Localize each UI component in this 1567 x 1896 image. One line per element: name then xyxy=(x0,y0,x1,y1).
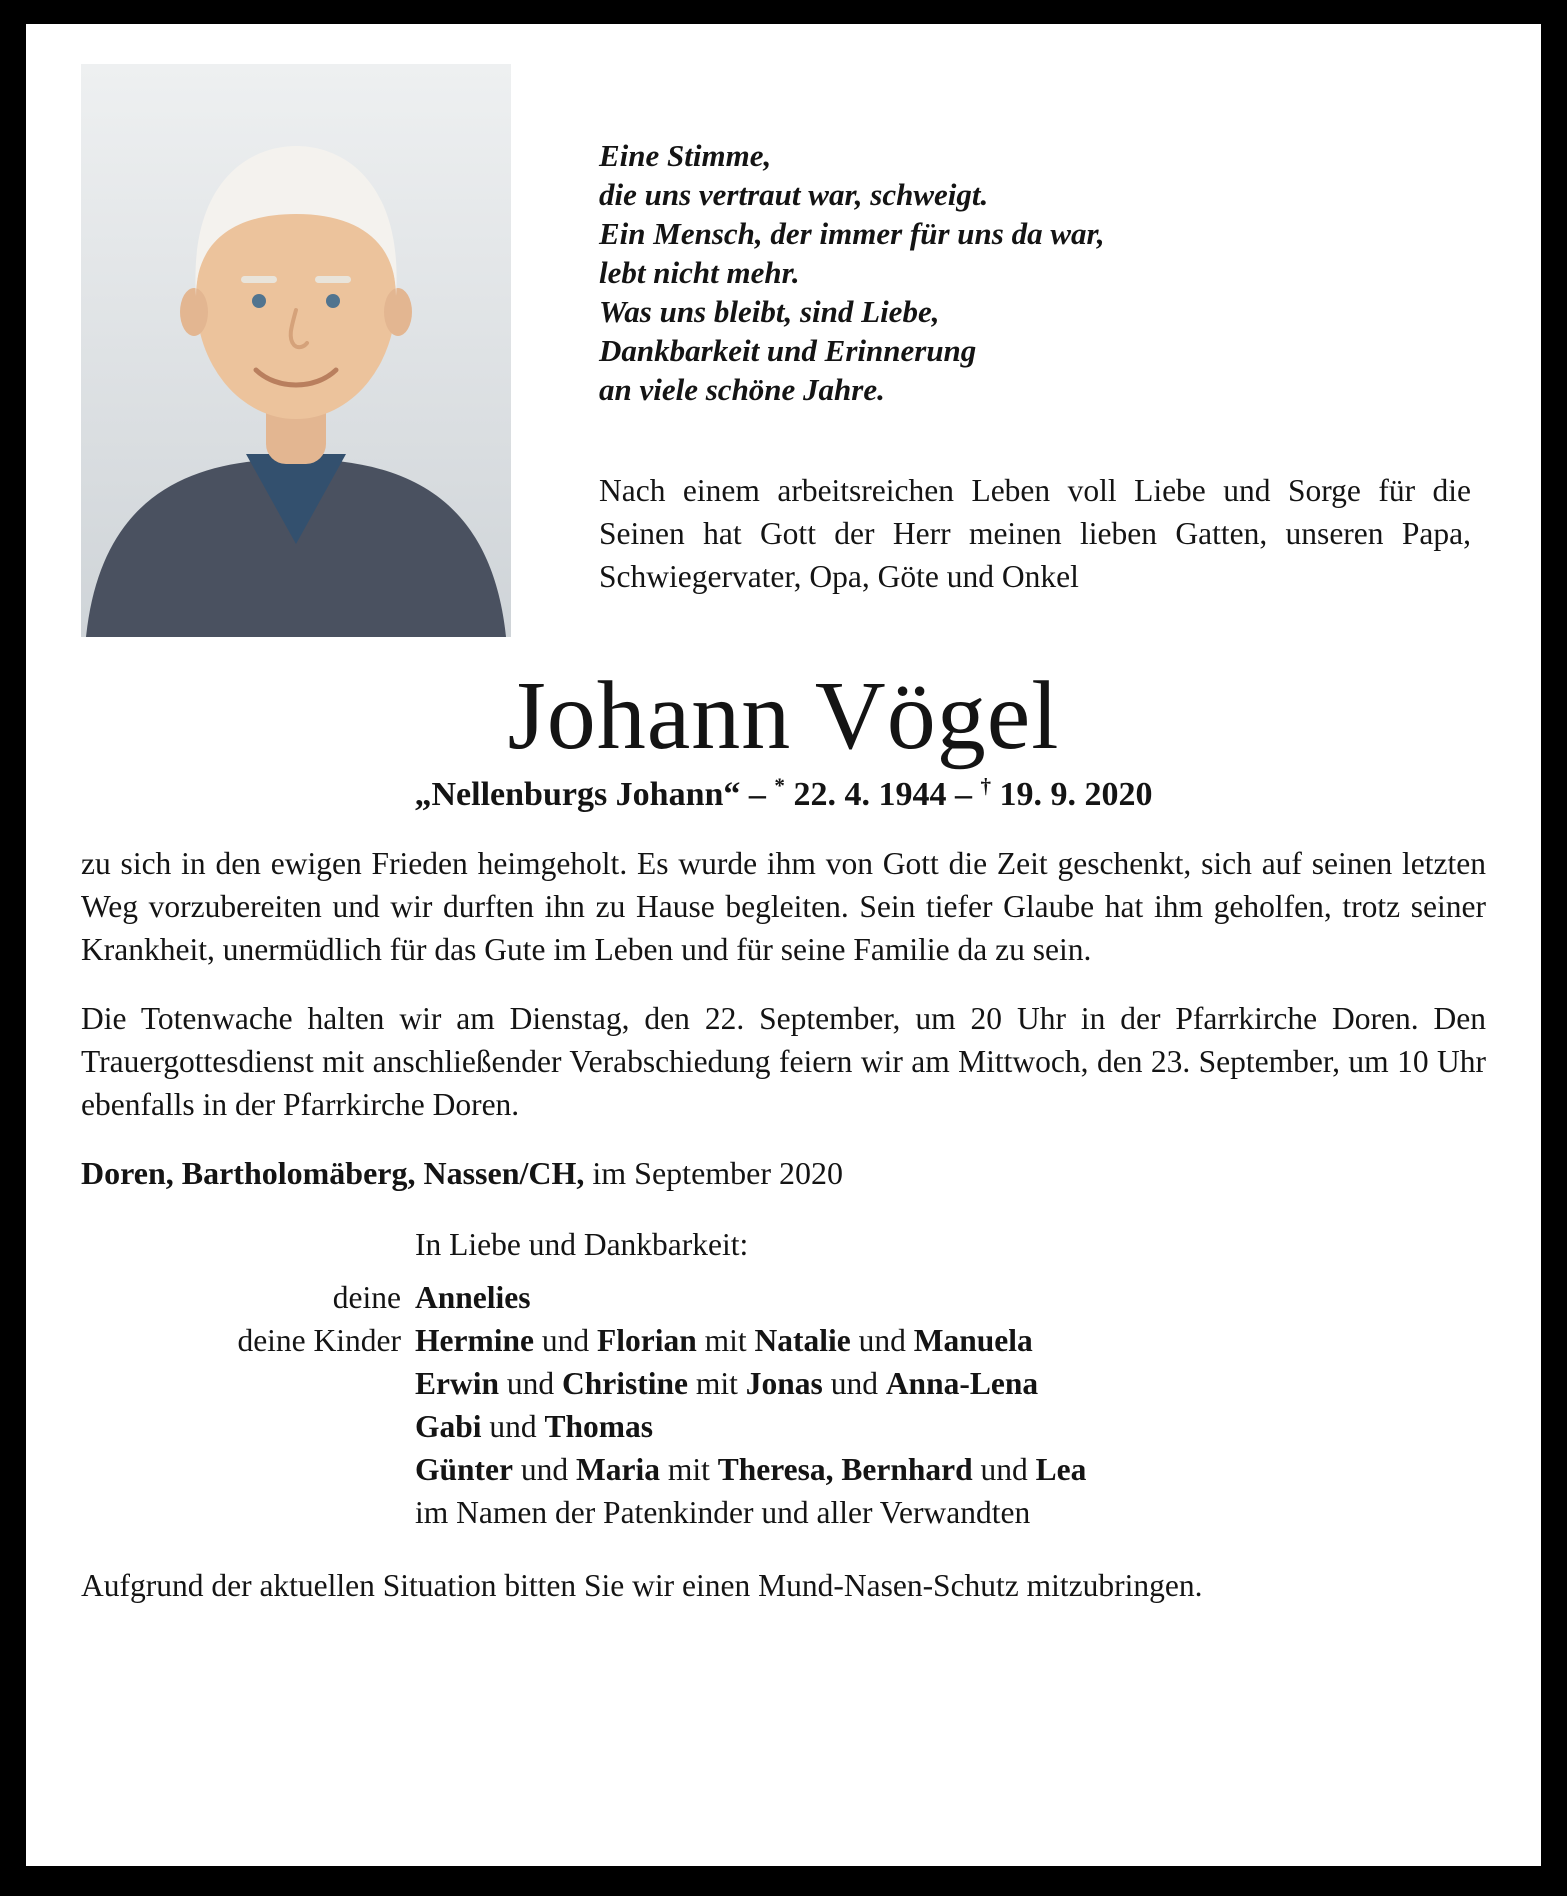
portrait-illustration xyxy=(81,64,511,637)
poem-line: an viele schöne Jahre. xyxy=(599,372,885,407)
family-row-names: Erwin und Christine mit Jonas und Anna-Lena xyxy=(415,1366,1039,1402)
obituary-paragraph-2: Die Totenwache halten wir am Dienstag, den 22. September, um 20 Uhr in der Pfarrkirche Doren. Den Trauergottesdienst mit anschließender Verabschiedung feiern wir am Mittwoch, den 23. September, um 10 Uhr ebenfalls in der Pfarrkirche Doren. xyxy=(81,1001,1486,1123)
family-row-names: im Namen der Patenkinder und aller Verwandten xyxy=(415,1495,1031,1531)
right-column xyxy=(599,64,1471,637)
closing-line: In Liebe und Dankbarkeit: xyxy=(415,1227,749,1263)
poem-line: die uns vertraut war, schweigt. xyxy=(599,177,989,212)
family-row-label xyxy=(81,1491,401,1534)
family-row-names: Hermine und Florian mit Natalie und Manuela xyxy=(415,1323,1033,1359)
poem-line: lebt nicht mehr. xyxy=(599,255,800,290)
poem-line: Dankbarkeit und Erinnerung xyxy=(599,333,977,368)
family-row-label: deine Kinder xyxy=(237,1323,401,1359)
obituary-page xyxy=(26,24,1541,1866)
family-row-names: Günter und Maria mit Theresa, Bernhard und Lea xyxy=(415,1452,1087,1488)
family-row-names: Gabi und Thomas xyxy=(415,1409,654,1445)
dateline: Doren, Bartholomäberg, Nassen/CH, im September 2020 xyxy=(81,1155,844,1192)
poem-line: Eine Stimme, xyxy=(599,138,772,173)
family-row-label xyxy=(81,1448,401,1491)
intro-paragraph: Nach einem arbeitsreichen Leben voll Liebe und Sorge für die Seinen hat Gott der Herr meinen lieben Gatten, unseren Papa, Schwiegervater, Opa, Göte und Onkel xyxy=(599,473,1471,594)
memorial-poem xyxy=(599,136,1471,409)
poem-line: Was uns bleibt, sind Liebe, xyxy=(599,294,940,329)
deceased-name: Johann Vögel xyxy=(507,662,1060,770)
family-row-label xyxy=(81,1362,401,1405)
life-dates: „Nellenburgs Johann“ – * 22. 4. 1944 – † 19. 9. 2020 xyxy=(414,773,1153,813)
covid-notice: Aufgrund der aktuellen Situation bitten Sie wir einen Mund-Nasen-Schutz mitzubringen. xyxy=(81,1568,1203,1604)
poem-line: Ein Mensch, der immer für uns da war, xyxy=(599,216,1105,251)
top-section xyxy=(81,64,1486,637)
portrait-photo xyxy=(81,64,511,637)
family-row-label xyxy=(81,1405,401,1448)
family-row-names: Annelies xyxy=(415,1280,531,1316)
family-row-label: deine xyxy=(332,1280,401,1316)
family-list xyxy=(81,1276,1486,1534)
obituary-paragraph-1: zu sich in den ewigen Frieden heimgeholt. Es wurde ihm von Gott die Zeit geschenkt, sich auf seinen letzten Weg vorzubereiten und wir durften ihn zu Hause begleiten. Sein tiefer Glaube hat ihm geholfen, trotz seiner Krankheit, unermüdlich für das Gute im Leben und für seine Familie da zu sein. xyxy=(81,846,1486,968)
